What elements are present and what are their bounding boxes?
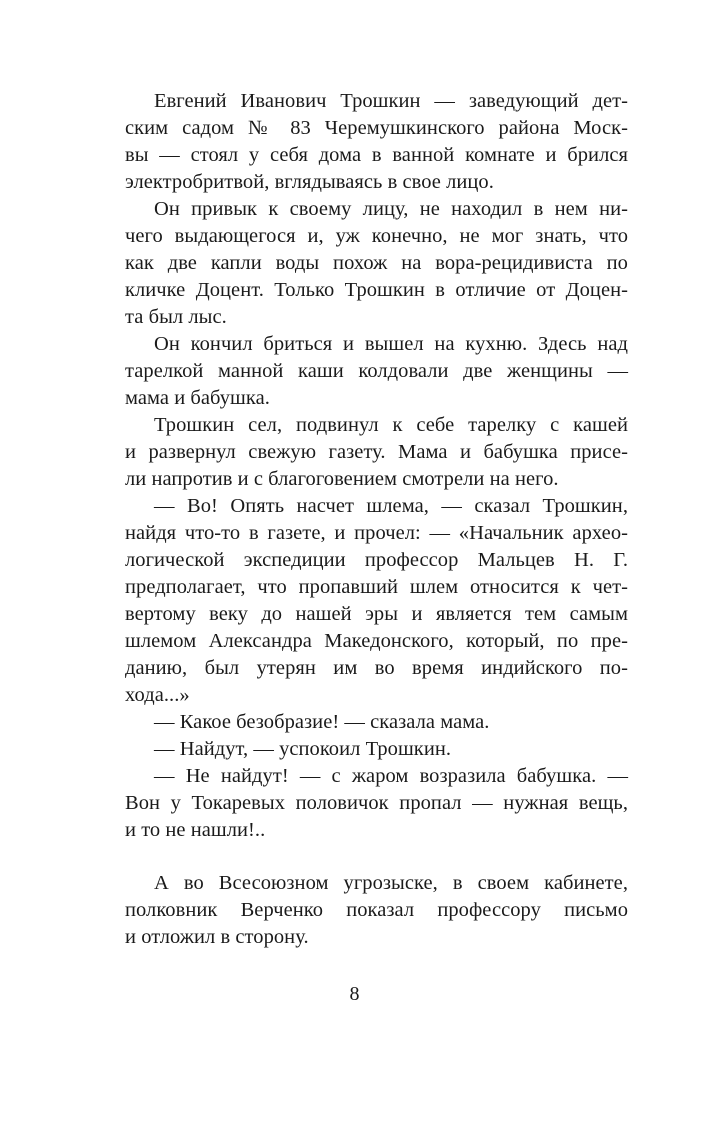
paragraph-8 (125, 763, 628, 844)
text-line: мама и бабушка. (125, 387, 270, 409)
section-break (125, 844, 628, 870)
text-line: полковник Верченко показал профессору письмо (125, 899, 628, 921)
paragraph-9 (125, 870, 628, 951)
paragraph-1 (125, 88, 628, 196)
text-line: и развернул свежую газету. Мама и бабушка присе- (125, 441, 628, 463)
text-line: Евгений Иванович Трошкин — заведующий дет- (154, 90, 628, 112)
text-line: ским садом № 83 Черемушкинского района Моск- (125, 117, 628, 139)
text-line: данию, был утерян им во время индийского по- (125, 657, 628, 679)
text-line: Вон у Токаревых половичок пропал — нужная вещь, (125, 792, 628, 814)
text-line: и то не нашли!.. (125, 819, 266, 841)
text-line: электробритвой, вглядываясь в свое лицо. (125, 171, 494, 193)
paragraph-3 (125, 331, 628, 412)
text-line: — Найдут, — успокоил Трошкин. (154, 738, 452, 760)
text-line: та был лыс. (125, 306, 227, 328)
text-line: как две капли воды похож на вора-рецидивиста по (125, 252, 628, 274)
paragraph-6 (125, 709, 628, 736)
text-line: ли напротив и с благоговением смотрели на него. (125, 468, 559, 490)
paragraph-7 (125, 736, 628, 763)
text-line: А во Всесоюзном угрозыске, в своем кабинете, (154, 872, 628, 894)
text-line: — Какое безобразие! — сказала мама. (154, 711, 490, 733)
paragraph-2 (125, 196, 628, 331)
text-line: кличке Доцент. Только Трошкин в отличие от Доцен- (125, 279, 628, 301)
text-line: Он привык к своему лицу, не находил в нем ни- (154, 198, 628, 220)
page-body (125, 88, 628, 951)
paragraph-4 (125, 412, 628, 493)
text-line: чего выдающегося и, уж конечно, не мог знать, что (125, 225, 628, 247)
text-line: вертому веку до нашей эры и является тем самым (125, 603, 628, 625)
page-number: 8 (349, 983, 360, 1005)
text-line: найдя что-то в газете, и прочел: — «Начальник архео- (125, 522, 628, 544)
text-line: Трошкин сел, подвинул к себе тарелку с кашей (154, 414, 628, 436)
text-line: и отложил в сторону. (125, 926, 309, 948)
text-line: предполагает, что пропавший шлем относится к чет- (125, 576, 628, 598)
text-line: хода...» (125, 684, 190, 706)
paragraph-5 (125, 493, 628, 709)
text-line: Он кончил бриться и вышел на кухню. Здесь над (154, 333, 628, 355)
text-line: — Не найдут! — с жаром возразила бабушка. — (154, 765, 628, 787)
text-line: логической экспедиции профессор Мальцев Н. Г. (125, 549, 628, 571)
text-line: вы — стоял у себя дома в ванной комнате и брился (125, 144, 628, 166)
text-line: тарелкой манной каши колдовали две женщины — (125, 360, 628, 382)
text-line: шлемом Александра Македонского, который, по пре- (125, 630, 628, 652)
text-line: — Во! Опять насчет шлема, — сказал Трошкин, (154, 495, 628, 517)
